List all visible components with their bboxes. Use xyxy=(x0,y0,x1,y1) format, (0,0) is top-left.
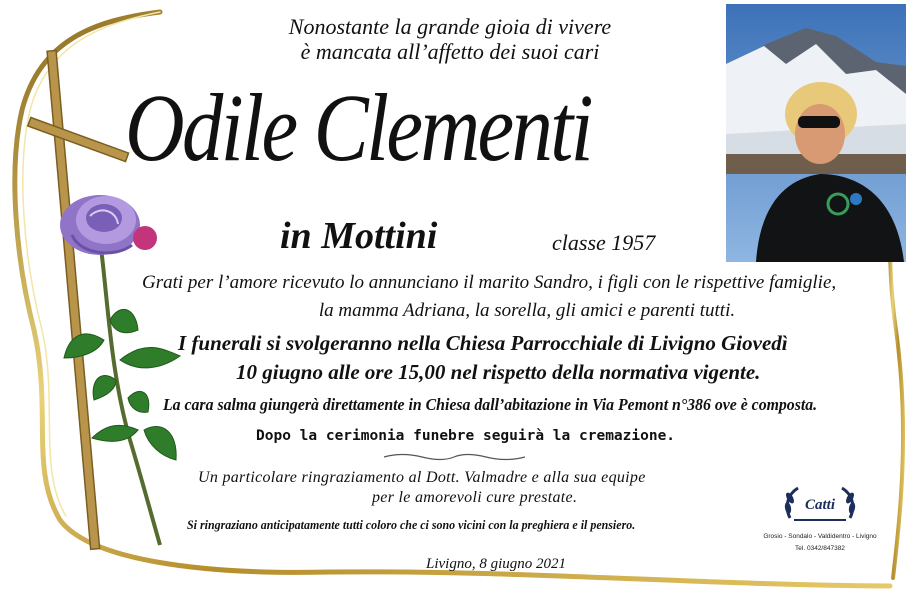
cross-icon xyxy=(28,50,129,549)
funeral-agency-logo xyxy=(760,484,880,564)
rose-icon xyxy=(60,195,157,255)
announcement-line-2: la mamma Adriana, la sorella, gli amici e parenti tutti. xyxy=(318,300,736,321)
salma-notice: La cara salma giungerà direttamente in Chiesa dall’abitazione in Via Pemont n°386 ove è composta. xyxy=(163,395,818,414)
place-date: Livigno, 8 giugno 2021 xyxy=(426,556,567,572)
thanks-doctor-line-1: Un particolare ringraziamento al Dott. Valmadre e alla sua equipe xyxy=(198,469,646,486)
agency-locations: Grosio - Sondalo - Valdidentro - Livigno xyxy=(763,533,877,540)
portrait-photo xyxy=(726,4,906,262)
laurel-logo-icon xyxy=(782,484,858,524)
announcement-line-1: Grati per l’amore ricevuto lo annunciano il marito Sandro, i figli con le rispettive famiglie, xyxy=(142,272,837,293)
thanks-doctor-line-2: per le amorevoli cure prestate. xyxy=(372,489,578,506)
agency-phone: Tel. 0342/847382 xyxy=(795,545,845,552)
agency-logo-text: Catti xyxy=(804,497,836,513)
funeral-line-1: I funerali si svolgeranno nella Chiesa Parrocchiale di Livigno Giovedì xyxy=(178,331,788,355)
ornamental-divider xyxy=(382,452,527,462)
birth-year: classe 1957 xyxy=(552,230,656,255)
funeral-line-2: 10 giugno alle ore 15,00 nel rispetto della normativa vigente. xyxy=(236,360,761,384)
thanks-all: Si ringraziano anticipatamente tutti coloro che ci sono vicini con la preghiera e il pensiero. xyxy=(187,517,636,532)
intro-line-2: è mancata all’affetto dei suoi cari xyxy=(300,39,600,64)
deceased-name: Odile Clementi xyxy=(125,74,592,181)
deceased-married-name: in Mottini xyxy=(280,215,438,257)
intro-line-1: Nonostante la grande gioia di vivere xyxy=(288,14,612,39)
cremation-notice: Dopo la cerimonia funebre seguirà la cremazione. xyxy=(256,428,676,444)
